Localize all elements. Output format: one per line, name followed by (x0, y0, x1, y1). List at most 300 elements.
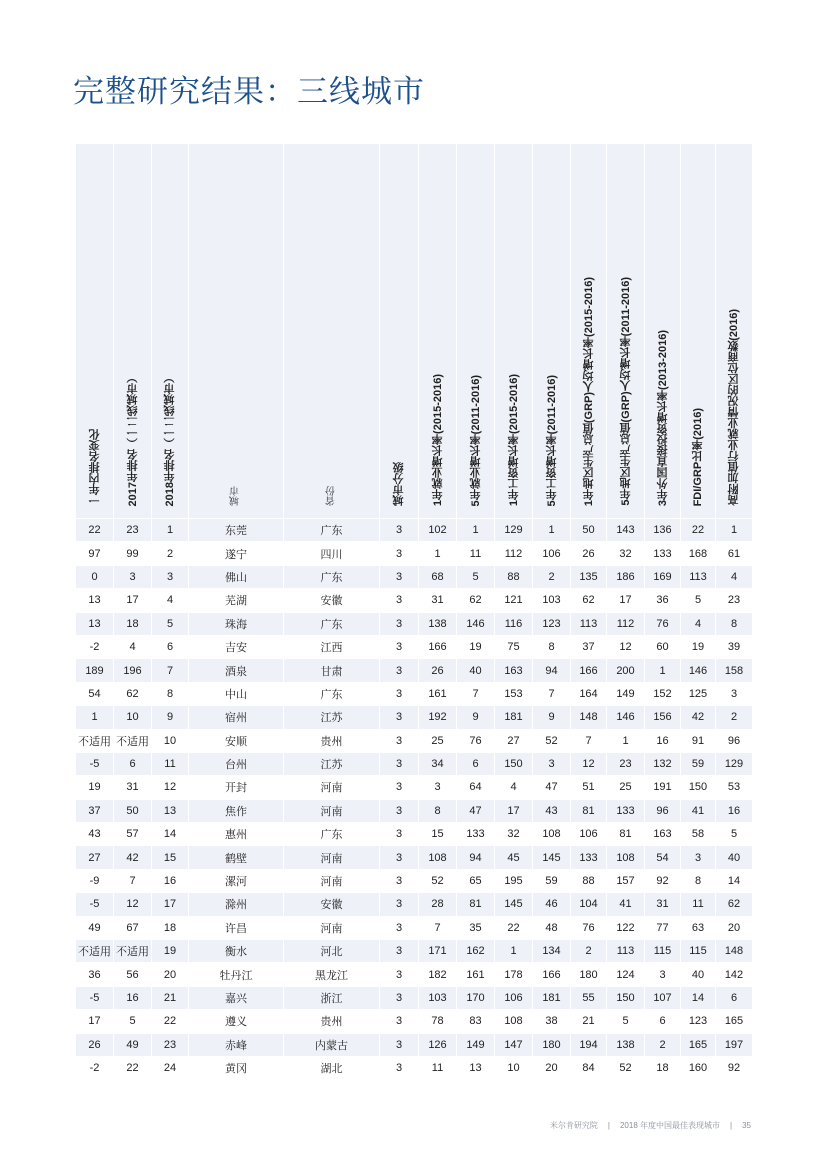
table-cell: 3 (380, 893, 419, 916)
table-cell: 17 (76, 1010, 114, 1033)
table-cell: 26 (419, 659, 457, 682)
table-cell: 46 (533, 893, 571, 916)
table-cell: 1 (533, 519, 571, 542)
table-cell: 59 (533, 869, 571, 892)
table-cell: 43 (76, 823, 114, 846)
table-row (76, 799, 753, 822)
table-cell: 152 (645, 682, 681, 705)
table-cell: 3 (716, 682, 753, 705)
table-cell: 200 (607, 659, 645, 682)
table-cell: 145 (533, 846, 571, 869)
table-row (76, 940, 753, 963)
table-row (76, 542, 753, 565)
table-cell: 102 (419, 519, 457, 542)
table-cell: 34 (419, 752, 457, 775)
table-cell: 17 (152, 893, 189, 916)
table-cell: 61 (716, 542, 753, 565)
table-row (76, 986, 753, 1009)
table-cell: 149 (607, 682, 645, 705)
table-cell: 21 (152, 986, 189, 1009)
table-cell: 65 (457, 869, 495, 892)
table-row (76, 706, 753, 729)
table-cell: 4 (114, 635, 152, 658)
table-cell: 2 (571, 940, 607, 963)
table-cell: 147 (495, 1033, 533, 1056)
table-cell: 52 (419, 869, 457, 892)
table-cell: 1 (495, 940, 533, 963)
header-label: 高附加值行业就业情况的区位商数(2016) (728, 309, 740, 506)
table-cell: 26 (571, 542, 607, 565)
table-cell: 3 (380, 729, 419, 752)
table-row (76, 963, 753, 986)
table-cell: 8 (152, 682, 189, 705)
table-cell: 15 (419, 823, 457, 846)
table-cell: 68 (419, 565, 457, 588)
table-cell: 99 (114, 542, 152, 565)
table-cell: 196 (114, 659, 152, 682)
table-cell: 103 (533, 589, 571, 612)
table-cell: 197 (716, 1033, 753, 1056)
table-cell: 113 (571, 612, 607, 635)
table-cell: 40 (716, 846, 753, 869)
header-cell (380, 144, 419, 519)
table-cell: 江苏 (284, 752, 380, 775)
table-cell: 20 (533, 1056, 571, 1079)
table-cell: 166 (571, 659, 607, 682)
table-cell: 60 (645, 635, 681, 658)
page-footer (550, 1120, 751, 1131)
table-cell: 54 (645, 846, 681, 869)
table-cell: 104 (571, 893, 607, 916)
header-label: 5年就业增长率(2011-2016) (469, 374, 482, 506)
table-cell: 18 (645, 1056, 681, 1079)
table-cell: 3 (380, 846, 419, 869)
table-cell: 3 (380, 589, 419, 612)
table-row (76, 729, 753, 752)
table-cell: -5 (76, 893, 114, 916)
table-cell: 河南 (284, 799, 380, 822)
table-row (76, 776, 753, 799)
table-cell: 中山 (189, 682, 284, 705)
table-cell: 97 (76, 542, 114, 565)
table-cell: -2 (76, 635, 114, 658)
table-cell: 1 (645, 659, 681, 682)
table-cell: 76 (457, 729, 495, 752)
table-cell: 88 (571, 869, 607, 892)
footer-publisher: 米尔肯研究院 (549, 1121, 598, 1130)
table-cell: 台州 (189, 752, 284, 775)
table-cell: 161 (419, 682, 457, 705)
table-row (76, 589, 753, 612)
table-cell: 四川 (284, 542, 380, 565)
table-cell: 96 (716, 729, 753, 752)
table-row (76, 659, 753, 682)
table-cell: 195 (495, 869, 533, 892)
table-cell: 146 (681, 659, 716, 682)
table-cell: 11 (419, 1056, 457, 1079)
table-cell: 22 (114, 1056, 152, 1079)
footer-page-number: 35 (742, 1121, 751, 1130)
table-cell: 146 (457, 612, 495, 635)
table-cell: 157 (607, 869, 645, 892)
table-cell: 19 (152, 940, 189, 963)
table-row (76, 1010, 753, 1033)
table-cell: 150 (681, 776, 716, 799)
header-label: 5年工资增长率(2011-2016) (545, 374, 558, 506)
header-label: 1年工资增长率(2015-2016) (507, 373, 520, 506)
header-label: 一年内排名变化 (88, 429, 101, 506)
table-cell: 7 (152, 659, 189, 682)
header-label: 1年就业增长率(2015-2016) (431, 373, 444, 506)
table-cell: 3 (380, 940, 419, 963)
table-cell: 133 (571, 846, 607, 869)
table-cell: 牡丹江 (189, 963, 284, 986)
table-cell: 3 (645, 963, 681, 986)
table-cell: 35 (457, 916, 495, 939)
table-cell: 63 (681, 916, 716, 939)
table-cell: 103 (419, 986, 457, 1009)
table-cell: 36 (76, 963, 114, 986)
table-cell: 58 (681, 823, 716, 846)
table-cell: 75 (495, 635, 533, 658)
table-cell: 143 (607, 519, 645, 542)
table-cell: 11 (152, 752, 189, 775)
table-cell: 64 (457, 776, 495, 799)
table-cell: 吉安 (189, 635, 284, 658)
table-cell: 6 (152, 635, 189, 658)
table-cell: 182 (419, 963, 457, 986)
table-cell: 121 (495, 589, 533, 612)
table-cell: 132 (645, 752, 681, 775)
header-label: FDI/GRP比率(2016) (692, 407, 704, 506)
table-cell: 62 (457, 589, 495, 612)
table-cell: 9 (152, 706, 189, 729)
table-cell: 163 (495, 659, 533, 682)
table-cell: 焦作 (189, 799, 284, 822)
table-cell: -5 (76, 752, 114, 775)
table-cell: 123 (681, 1010, 716, 1033)
table-cell: 17 (114, 589, 152, 612)
table-cell: 107 (645, 986, 681, 1009)
header-row (76, 144, 753, 519)
table-cell: 16 (716, 799, 753, 822)
table-cell: 148 (716, 940, 753, 963)
table-row (76, 893, 753, 916)
table-cell: 22 (152, 1010, 189, 1033)
table-cell: 59 (681, 752, 716, 775)
table-cell: 12 (607, 635, 645, 658)
table-cell: 125 (681, 682, 716, 705)
table-row (76, 823, 753, 846)
table-cell: 25 (607, 776, 645, 799)
table-cell: 东莞 (189, 519, 284, 542)
table-cell: 123 (533, 612, 571, 635)
table-cell: 江西 (284, 635, 380, 658)
table-cell: 133 (457, 823, 495, 846)
table-cell: 146 (607, 706, 645, 729)
table-cell: 0 (76, 565, 114, 588)
table-cell: 7 (533, 682, 571, 705)
table-cell: 164 (571, 682, 607, 705)
table-cell: 52 (533, 729, 571, 752)
table-cell: 133 (607, 799, 645, 822)
table-cell: 47 (533, 776, 571, 799)
table-cell: 芜湖 (189, 589, 284, 612)
table-cell: 3 (380, 706, 419, 729)
table-cell: 27 (76, 846, 114, 869)
table-cell: 3 (380, 1033, 419, 1056)
table-row (76, 635, 753, 658)
table-cell: 38 (533, 1010, 571, 1033)
header-cell (419, 144, 457, 519)
table-cell: 21 (571, 1010, 607, 1033)
table-cell: 115 (645, 940, 681, 963)
table-cell: 181 (495, 706, 533, 729)
table-cell: 3 (380, 963, 419, 986)
table-cell: 贵州 (284, 729, 380, 752)
header-cell (495, 144, 533, 519)
table-cell: 20 (152, 963, 189, 986)
table-cell: 广东 (284, 519, 380, 542)
table-cell: 84 (571, 1056, 607, 1079)
table-cell: 81 (607, 823, 645, 846)
table-cell: 32 (607, 542, 645, 565)
page-title: 完整研究结果：三线城市 (73, 74, 425, 109)
table-cell: 3 (152, 565, 189, 588)
table-cell: 10 (114, 706, 152, 729)
table-cell: 3 (380, 659, 419, 682)
table-cell: 6 (645, 1010, 681, 1033)
table-cell: 赤峰 (189, 1033, 284, 1056)
table-row (76, 612, 753, 635)
table-cell: 42 (114, 846, 152, 869)
table-cell: 8 (419, 799, 457, 822)
table-cell: 134 (533, 940, 571, 963)
table-cell: 166 (533, 963, 571, 986)
table-cell: 19 (457, 635, 495, 658)
table-cell: 36 (645, 589, 681, 612)
table-cell: 开封 (189, 776, 284, 799)
table-cell: 河北 (284, 940, 380, 963)
table-cell: 13 (76, 612, 114, 635)
table-cell: 47 (457, 799, 495, 822)
header-label: 5年地区生产总值(GRP)人均增长率(2011-2016) (619, 277, 632, 506)
table-cell: 13 (76, 589, 114, 612)
table-cell: 3 (380, 565, 419, 588)
table-cell: 8 (681, 869, 716, 892)
table-cell: 106 (571, 823, 607, 846)
table-cell: 17 (607, 589, 645, 612)
table-cell: 150 (607, 986, 645, 1009)
table-row (76, 752, 753, 775)
table-cell: 3 (380, 752, 419, 775)
table-cell: 酒泉 (189, 659, 284, 682)
table-row (76, 1056, 753, 1079)
table-cell: 3 (380, 869, 419, 892)
header-label: 省份 (326, 486, 337, 506)
table-cell: 94 (457, 846, 495, 869)
table-cell: 1 (457, 519, 495, 542)
table-cell: 3 (380, 682, 419, 705)
table-cell: 3 (380, 823, 419, 846)
table-cell: 108 (607, 846, 645, 869)
table-cell: 45 (495, 846, 533, 869)
table-cell: 4 (716, 565, 753, 588)
table-cell: 186 (607, 565, 645, 588)
table-cell: 广东 (284, 565, 380, 588)
table-cell: 83 (457, 1010, 495, 1033)
table-cell: 23 (152, 1033, 189, 1056)
table-cell: 165 (716, 1010, 753, 1033)
table-cell: 许昌 (189, 916, 284, 939)
table-cell: 鹤壁 (189, 846, 284, 869)
table-cell: 96 (645, 799, 681, 822)
header-label: 城市 (230, 486, 242, 506)
header-cell (645, 144, 681, 519)
table-cell: 河南 (284, 869, 380, 892)
table-cell: 13 (152, 799, 189, 822)
table-cell: 江苏 (284, 706, 380, 729)
table-cell: 9 (533, 706, 571, 729)
table-cell: 135 (571, 565, 607, 588)
table-cell: 12 (114, 893, 152, 916)
header-cell (152, 144, 189, 519)
table-cell: 163 (645, 823, 681, 846)
table-cell: 5 (457, 565, 495, 588)
table-cell: 14 (681, 986, 716, 1009)
table-cell: 178 (495, 963, 533, 986)
table-cell: 138 (419, 612, 457, 635)
header-label: 3年外国直接投资增长率(2013-2016) (656, 329, 669, 506)
table-cell: 156 (645, 706, 681, 729)
table-cell: 50 (114, 799, 152, 822)
header-cell (571, 144, 607, 519)
table-cell: 惠州 (189, 823, 284, 846)
table-cell: 安顺 (189, 729, 284, 752)
table-cell: 112 (607, 612, 645, 635)
table-cell: 广东 (284, 682, 380, 705)
table-cell: 31 (114, 776, 152, 799)
table-cell: 191 (645, 776, 681, 799)
table-cell: 14 (152, 823, 189, 846)
table-cell: 珠海 (189, 612, 284, 635)
table-cell: 嘉兴 (189, 986, 284, 1009)
table-cell: 138 (607, 1033, 645, 1056)
table-cell: 5 (716, 823, 753, 846)
header-label: 1年地区生产总值(GRP)人均增长率(2015-2016) (582, 276, 595, 506)
table-cell: 168 (681, 542, 716, 565)
table-cell: 宿州 (189, 706, 284, 729)
table-cell: 16 (114, 986, 152, 1009)
table-cell: 6 (457, 752, 495, 775)
table-cell: 24 (152, 1056, 189, 1079)
table-cell: 180 (571, 963, 607, 986)
table-cell: 126 (419, 1033, 457, 1056)
table-cell: 145 (495, 893, 533, 916)
header-cell (76, 144, 114, 519)
table-cell: 1 (152, 519, 189, 542)
table-cell: 124 (607, 963, 645, 986)
table-cell: 河南 (284, 916, 380, 939)
table-cell: 7 (457, 682, 495, 705)
table-cell: 160 (681, 1056, 716, 1079)
table-cell: 衡水 (189, 940, 284, 963)
table-cell: 192 (419, 706, 457, 729)
table-cell: 76 (645, 612, 681, 635)
table-cell: 25 (419, 729, 457, 752)
table-cell: 165 (681, 1033, 716, 1056)
table-cell: 62 (114, 682, 152, 705)
table-cell: 广东 (284, 612, 380, 635)
table-cell: 41 (681, 799, 716, 822)
table-cell: 161 (457, 963, 495, 986)
table-cell: 5 (681, 589, 716, 612)
header-label: 2018年排名（一二线城市） (164, 371, 176, 506)
table-cell: 滁州 (189, 893, 284, 916)
table-cell: 42 (681, 706, 716, 729)
table-cell: 16 (645, 729, 681, 752)
table-cell: 12 (152, 776, 189, 799)
table-cell: 2 (152, 542, 189, 565)
table-cell: 19 (76, 776, 114, 799)
table-cell: 52 (607, 1056, 645, 1079)
table-cell: 浙江 (284, 986, 380, 1009)
table-cell: 9 (457, 706, 495, 729)
table-cell: 14 (716, 869, 753, 892)
table-cell: 1 (716, 519, 753, 542)
table-cell: 6 (114, 752, 152, 775)
table-cell: 81 (571, 799, 607, 822)
table-cell: 88 (495, 565, 533, 588)
table-cell: 3 (419, 776, 457, 799)
table-cell: 40 (681, 963, 716, 986)
table-cell: 150 (495, 752, 533, 775)
table-cell: 安徽 (284, 893, 380, 916)
table-cell: 31 (645, 893, 681, 916)
table-cell: 162 (457, 940, 495, 963)
table-cell: 1 (76, 706, 114, 729)
table-cell: 河南 (284, 846, 380, 869)
table-cell: 黑龙江 (284, 963, 380, 986)
table-cell: 31 (419, 589, 457, 612)
table-cell: 113 (681, 565, 716, 588)
table-cell: 62 (716, 893, 753, 916)
footer-report-title: 2018 年度中国最佳表现城市 (619, 1121, 721, 1130)
table-cell: 54 (76, 682, 114, 705)
table-cell: 81 (457, 893, 495, 916)
table-row (76, 916, 753, 939)
table-cell: 23 (607, 752, 645, 775)
table-cell: 32 (495, 823, 533, 846)
header-cell (533, 144, 571, 519)
table-cell: 佛山 (189, 565, 284, 588)
table-cell: 河南 (284, 776, 380, 799)
table-cell: 5 (607, 1010, 645, 1033)
table-cell: 41 (607, 893, 645, 916)
table-cell: 170 (457, 986, 495, 1009)
table-cell: 7 (571, 729, 607, 752)
table-cell: 12 (571, 752, 607, 775)
table-cell: 23 (716, 589, 753, 612)
table-cell: 1 (419, 542, 457, 565)
table-cell: 广东 (284, 823, 380, 846)
header-cell (189, 144, 284, 519)
table-cell: 92 (645, 869, 681, 892)
table-cell: 171 (419, 940, 457, 963)
table-cell: 22 (681, 519, 716, 542)
table-cell: 76 (571, 916, 607, 939)
table-row (76, 846, 753, 869)
